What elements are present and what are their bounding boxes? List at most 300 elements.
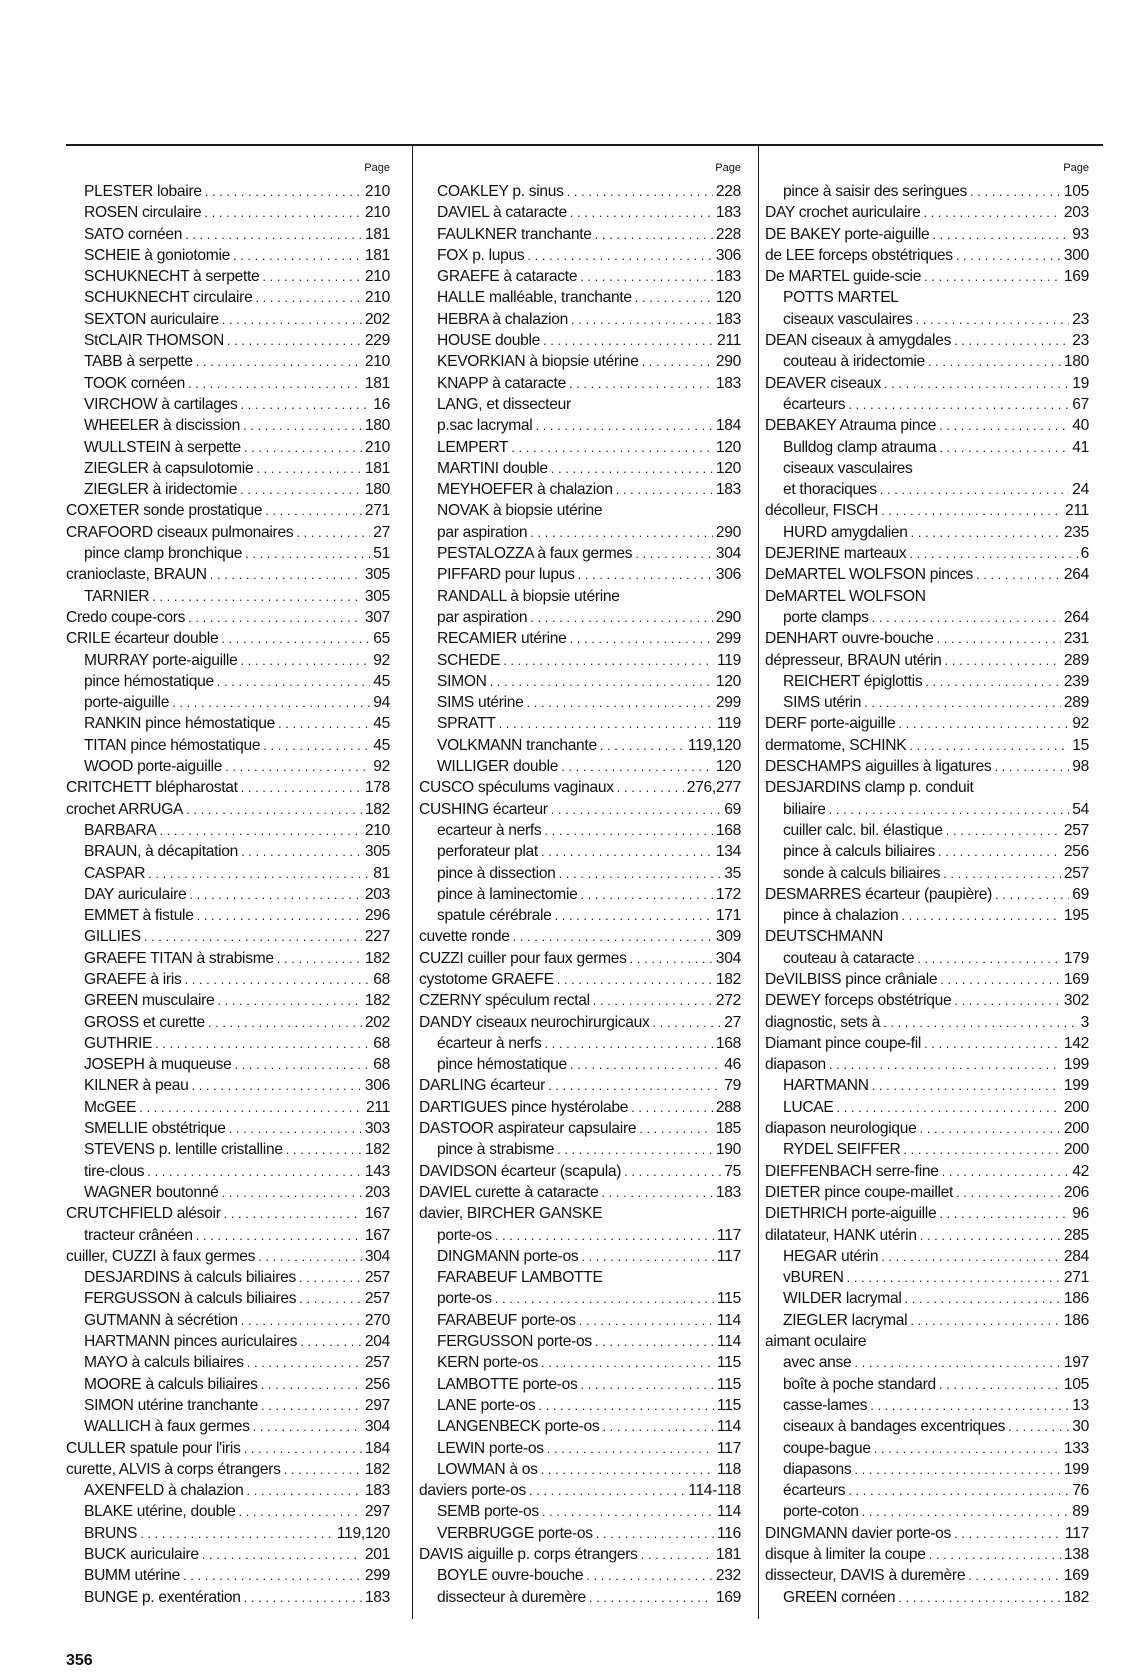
leader-dots: [937, 628, 1061, 649]
index-column-2: [412, 144, 741, 1619]
index-entry: [419, 820, 741, 841]
entry-page: 297: [364, 1503, 390, 1521]
entry-page: 306: [715, 246, 741, 264]
entry-label: dilatateur, HANK utérin: [765, 1226, 917, 1244]
leader-dots: [152, 586, 362, 607]
entry-label: DAVIDSON écarteur (scapula): [419, 1162, 622, 1180]
leader-dots: [945, 650, 1061, 671]
entry-page: 210: [364, 183, 390, 200]
leader-dots: [976, 564, 1061, 585]
index-entry: [765, 1267, 1089, 1288]
leader-dots: [513, 926, 713, 947]
entry-label: CUSCO spéculums vaginaux: [419, 779, 614, 797]
index-entry: [419, 1246, 741, 1267]
leader-dots: [837, 1097, 1061, 1118]
entry-label: CRAFOORD ciseaux pulmonaires: [66, 523, 294, 541]
entry-label: décolleur, FISCH: [765, 502, 879, 520]
entry-label: LANG, et dissecteur: [437, 395, 571, 413]
leader-dots: [197, 905, 362, 926]
entry-label: pince à laminectomie: [437, 885, 578, 903]
entry-label: DIETHRICH porte-aiguille: [765, 1205, 937, 1223]
entry-label: BRAUN, à décapitation: [84, 843, 239, 861]
leader-dots: [241, 1310, 362, 1331]
entry-page: 183: [715, 481, 741, 499]
index-entry: [66, 799, 390, 820]
index-entry: [419, 543, 741, 564]
entry-page: 68: [373, 970, 390, 988]
entry-page: 180: [1063, 353, 1089, 371]
leader-dots: [954, 330, 1069, 351]
entry-page: 271: [364, 502, 390, 520]
entry-label: LUCAE: [783, 1098, 834, 1116]
entry-label: SIMON: [437, 672, 487, 690]
index-entry: [66, 671, 390, 692]
entry-label: CRUTCHFIELD alésoir: [66, 1205, 221, 1223]
entry-label: DAVIS aiguille p. corps étrangers: [419, 1546, 638, 1563]
index-entry: [765, 181, 1089, 202]
entry-page: 227: [364, 928, 390, 946]
leader-dots: [848, 394, 1069, 415]
leader-dots: [196, 1225, 362, 1246]
index-entry: [419, 756, 741, 777]
entry-label: pince à calculs biliaires: [783, 843, 935, 861]
index-entry: [419, 1203, 741, 1224]
entry-label: pince hémostatique: [84, 672, 214, 690]
entry-page: 105: [1063, 1375, 1089, 1393]
index-entry: [66, 1033, 390, 1054]
entry-page: 257: [1063, 864, 1089, 882]
entry-label: CRILE écarteur double: [66, 630, 219, 648]
entry-page: 45: [373, 736, 390, 754]
entry-label: LANGENBECK porte-os: [437, 1418, 600, 1436]
entry-page: 23: [1072, 310, 1089, 328]
entry-label: MOORE à calculs biliaires: [84, 1375, 258, 1393]
leader-dots: [147, 1161, 362, 1182]
leader-dots: [188, 607, 362, 628]
index-entry: [66, 1416, 390, 1437]
leader-dots: [243, 415, 362, 436]
entry-label: pince à strabisme: [437, 1141, 555, 1159]
entry-label: BARBARA: [84, 821, 157, 839]
index-entry: [66, 479, 390, 500]
index-entry: [765, 1331, 1089, 1352]
entry-page: 195: [1063, 907, 1089, 925]
index-entry: [765, 990, 1089, 1011]
entry-label: TOOK cornéen: [84, 374, 185, 392]
entry-label: SIMON utérine tranchante: [84, 1396, 258, 1414]
leader-dots: [155, 1033, 370, 1054]
entry-label: GRAEFE TITAN à strabisme: [84, 949, 274, 967]
entry-page: 303: [364, 1120, 390, 1138]
entry-label: DEUTSCHMANN: [765, 928, 883, 946]
index-entry: [66, 309, 390, 330]
entry-label: DIEFFENBACH serre-fine: [765, 1162, 939, 1180]
entry-label: DARTIGUES pince hystérolabe: [419, 1098, 629, 1116]
index-entry: [66, 1203, 390, 1224]
leader-dots: [630, 948, 713, 969]
entry-page: 120: [715, 438, 741, 456]
leader-dots: [262, 266, 361, 287]
entry-page: 119: [717, 715, 741, 733]
entry-label: Bulldog clamp atrauma: [783, 438, 937, 456]
index-entry: [765, 202, 1089, 223]
index-entry: [765, 905, 1089, 926]
entry-label: DAVIEL à cataracte: [437, 204, 567, 222]
page-column-header: Page: [1063, 162, 1089, 174]
entry-label: diapason neurologique: [765, 1120, 917, 1138]
index-entry: [66, 1161, 390, 1182]
entry-page: 210: [364, 821, 390, 839]
entry-label: COAKLEY p. sinus: [437, 183, 564, 200]
leader-dots: [240, 650, 370, 671]
entry-page: 92: [373, 758, 390, 776]
entry-page: 202: [364, 310, 390, 328]
index-entry: [419, 224, 741, 245]
entry-page: 182: [364, 800, 390, 818]
leader-dots: [299, 1288, 362, 1309]
leader-dots: [541, 1352, 714, 1373]
entry-page: 257: [364, 1269, 390, 1287]
index-entry: [419, 1352, 741, 1373]
leader-dots: [909, 735, 1069, 756]
entry-label: pince à dissection: [437, 864, 556, 882]
leader-dots: [538, 1395, 714, 1416]
index-entry: [419, 437, 741, 458]
entry-label: WALLICH à faux germes: [84, 1418, 250, 1436]
index-entry: [66, 735, 390, 756]
leader-dots: [995, 884, 1069, 905]
index-entry: [419, 884, 741, 905]
entry-page: 299: [715, 694, 741, 712]
entry-label: DEWEY forceps obstétrique: [765, 992, 952, 1010]
index-entry: [419, 1374, 741, 1395]
leader-dots: [616, 479, 713, 500]
entry-page: 272: [715, 992, 741, 1010]
entry-label: écarteurs: [783, 395, 846, 413]
index-entry: [765, 1246, 1089, 1267]
leader-dots: [159, 820, 361, 841]
index-entry: [765, 650, 1089, 671]
index-entry: [66, 1267, 390, 1288]
leader-dots: [617, 777, 684, 798]
index-entry: [66, 1225, 390, 1246]
leader-dots: [956, 1182, 1061, 1203]
entry-page: 289: [1063, 694, 1089, 712]
entry-page: 183: [364, 1482, 390, 1500]
index-entry: [765, 1523, 1089, 1544]
index-entry: [66, 863, 390, 884]
entry-list: [765, 181, 1089, 1608]
entry-label: perforateur plat: [437, 843, 538, 861]
entry-label: ciseaux vasculaires: [783, 310, 913, 328]
entry-page: 211: [1065, 502, 1089, 520]
entry-page: 228: [715, 225, 741, 243]
leader-dots: [570, 202, 713, 223]
leader-dots: [925, 671, 1061, 692]
entry-page: 169: [1063, 1567, 1089, 1585]
index-entry: [66, 1587, 390, 1608]
entry-page: 182: [364, 1141, 390, 1159]
entry-label: CZERNY spéculum rectal: [419, 992, 590, 1010]
leader-dots: [261, 1395, 362, 1416]
leader-dots: [595, 224, 713, 245]
leader-dots: [527, 692, 713, 713]
index-entry: [765, 458, 1089, 479]
entry-page: 114: [717, 1503, 741, 1521]
entry-page: 184: [364, 1439, 390, 1457]
entry-page: 69: [1072, 885, 1089, 903]
entry-page: 182: [364, 949, 390, 967]
entry-label: WHEELER à discission: [84, 417, 241, 435]
index-entry: [765, 1352, 1089, 1373]
entry-label: Diamant pince coupe-fil: [765, 1034, 922, 1052]
leader-dots: [244, 437, 362, 458]
index-entry: [765, 586, 1089, 607]
leader-dots: [529, 1480, 685, 1501]
index-column-1: [66, 144, 390, 1619]
leader-dots: [263, 735, 370, 756]
index-entry: [66, 1438, 390, 1459]
entry-label: porte-aiguille: [84, 694, 170, 712]
leader-dots: [255, 287, 361, 308]
index-entry: [765, 841, 1089, 862]
entry-page: 200: [1063, 1098, 1089, 1116]
index-entry: [419, 1139, 741, 1160]
entry-label: couteau à iridectomie: [783, 353, 925, 371]
index-entry: [765, 671, 1089, 692]
entry-page: 186: [1063, 1290, 1089, 1308]
leader-dots: [202, 1544, 362, 1565]
leader-dots: [208, 1012, 362, 1033]
leader-dots: [503, 650, 714, 671]
entry-page: 23: [1072, 332, 1089, 350]
leader-dots: [245, 543, 370, 564]
index-entry: [419, 1075, 741, 1096]
entry-page: 115: [717, 1396, 741, 1414]
entry-page: 239: [1063, 672, 1089, 690]
entry-page: 203: [364, 1183, 390, 1201]
index-entry: [765, 756, 1089, 777]
index-entry: [419, 905, 741, 926]
entry-label: MURRAY porte-aiguille: [84, 651, 238, 669]
entry-label: porte-os: [437, 1290, 492, 1308]
index-entry: [66, 1288, 390, 1309]
entry-page: 169: [1063, 970, 1089, 988]
entry-label: SEXTON auriculaire: [84, 310, 219, 328]
entry-label: FARABEUF LAMBOTTE: [437, 1269, 603, 1287]
index-entry: [66, 650, 390, 671]
index-entry: [765, 437, 1089, 458]
entry-label: SEMB porte-os: [437, 1503, 539, 1521]
entry-page: 299: [364, 1567, 390, 1585]
entry-label: NOVAK à biopsie utérine: [437, 502, 603, 520]
index-entry: [765, 1203, 1089, 1224]
index-entry: [66, 1459, 390, 1480]
leader-dots: [905, 1288, 1061, 1309]
index-entry: [66, 905, 390, 926]
leader-dots: [854, 1352, 1060, 1373]
index-entry: [66, 692, 390, 713]
entry-label: PLESTER lobaire: [84, 183, 202, 200]
entry-page: 190: [715, 1141, 741, 1159]
index-entry: [419, 1587, 741, 1608]
leader-dots: [229, 1118, 362, 1139]
entry-label: RYDEL SEIFFER: [783, 1141, 901, 1159]
entry-page: 180: [364, 481, 390, 499]
index-entry: [765, 224, 1089, 245]
leader-dots: [511, 437, 713, 458]
entry-label: DeVILBISS pince crâniale: [765, 970, 938, 988]
index-entry: [66, 586, 390, 607]
entry-page: 210: [364, 289, 390, 307]
index-entry: [419, 330, 741, 351]
index-entry: [66, 500, 390, 521]
entry-page: 114: [717, 1333, 741, 1351]
entry-label: CUSHING écarteur: [419, 800, 548, 818]
entry-page: 89: [1072, 1503, 1089, 1521]
page-column-header: Page: [715, 162, 741, 174]
leader-dots: [265, 500, 362, 521]
leader-dots: [221, 628, 370, 649]
entry-label: ciseaux vasculaires: [783, 459, 913, 477]
index-entry: [66, 1246, 390, 1267]
entry-page: 119,120: [336, 1524, 390, 1542]
entry-page: 307: [364, 608, 390, 626]
leader-dots: [910, 1310, 1061, 1331]
entry-page: 117: [1065, 1524, 1089, 1542]
entry-page: 116: [717, 1524, 741, 1542]
leader-dots: [186, 799, 362, 820]
entry-page: 289: [1063, 651, 1089, 669]
entry-label: pince hémostatique: [437, 1056, 567, 1074]
index-entry: [66, 1118, 390, 1139]
entry-page: 27: [724, 1013, 741, 1031]
entry-label: ZIEGLER à capsulotomie: [84, 459, 254, 477]
index-entry: [765, 564, 1089, 585]
entry-label: DERF porte-aiguille: [765, 715, 896, 733]
index-entry: [419, 671, 741, 692]
leader-dots: [233, 245, 362, 266]
leader-dots: [247, 1480, 362, 1501]
leader-dots: [1008, 1416, 1069, 1437]
entry-label: GUTHRIE: [84, 1034, 153, 1052]
index-entry: [66, 394, 390, 415]
entry-page: 27: [373, 523, 390, 541]
entry-page: 75: [724, 1162, 741, 1180]
entry-label: dermatome, SCHINK: [765, 736, 907, 754]
leader-dots: [495, 1225, 714, 1246]
entry-page: 117: [717, 1247, 741, 1265]
index-entry: [765, 1012, 1089, 1033]
index-entry: [66, 628, 390, 649]
leader-dots: [570, 1054, 721, 1075]
leader-dots: [148, 863, 370, 884]
leader-dots: [217, 990, 361, 1011]
leader-dots: [544, 820, 712, 841]
entry-page: 180: [364, 417, 390, 435]
entry-label: KEVORKIAN à biopsie utérine: [437, 353, 639, 371]
leader-dots: [189, 884, 361, 905]
leader-dots: [555, 905, 713, 926]
index-entry: [765, 1459, 1089, 1480]
entry-page: 271: [1063, 1269, 1089, 1287]
index-entry: [419, 415, 741, 436]
entry-page: 183: [715, 268, 741, 286]
leader-dots: [570, 628, 713, 649]
entry-page: 264: [1063, 608, 1089, 626]
index-entry: [765, 245, 1089, 266]
index-entry: [419, 1480, 741, 1501]
entry-page: 304: [364, 1418, 390, 1436]
leader-dots: [569, 373, 713, 394]
leader-dots: [278, 713, 370, 734]
leader-dots: [880, 479, 1069, 500]
entry-label: couteau à cataracte: [783, 949, 915, 967]
entry-label: BUNGE p. exentération: [84, 1588, 241, 1606]
entry-label: DARLING écarteur: [419, 1077, 546, 1095]
entry-page: 114: [717, 1311, 741, 1329]
entry-page: 142: [1063, 1034, 1089, 1052]
entry-page: 181: [364, 246, 390, 264]
entry-label: curette, ALVIS à corps étrangers: [66, 1460, 281, 1478]
entry-page: 16: [373, 395, 390, 413]
leader-dots: [924, 1033, 1061, 1054]
leader-dots: [296, 522, 370, 543]
entry-label: porte-coton: [783, 1503, 859, 1521]
entry-label: RANDALL à biopsie utérine: [437, 587, 620, 605]
entry-label: SMELLIE obstétrique: [84, 1120, 226, 1138]
entry-page: 305: [364, 587, 390, 605]
index-entry: [419, 394, 741, 415]
index-entry: [765, 884, 1089, 905]
leader-dots: [184, 969, 370, 990]
entry-label: DEAVER ciseaux: [765, 374, 881, 392]
index-entry: [419, 1501, 741, 1522]
entry-label: SCHUKNECHT à serpette: [84, 268, 260, 286]
index-entry: [419, 713, 741, 734]
leader-dots: [909, 543, 1077, 564]
index-entry: [419, 650, 741, 671]
entry-label: écarteurs: [783, 1482, 846, 1500]
index-entry: [66, 1012, 390, 1033]
entry-page: 264: [1063, 566, 1089, 584]
entry-page: 183: [364, 1588, 390, 1606]
leader-dots: [881, 500, 1062, 521]
leader-dots: [191, 1075, 361, 1096]
entry-page: 79: [724, 1077, 741, 1095]
leader-dots: [884, 373, 1069, 394]
entry-page: 167: [364, 1205, 390, 1223]
entry-label: MEYHOEFER à chalazion: [437, 481, 613, 499]
index-entry: [419, 181, 741, 202]
leader-dots: [898, 713, 1069, 734]
entry-label: LEMPERT: [437, 438, 509, 456]
leader-dots: [551, 458, 713, 479]
entry-page: 304: [364, 1247, 390, 1265]
leader-dots: [227, 330, 362, 351]
leader-dots: [139, 1097, 363, 1118]
entry-label: FAULKNER tranchante: [437, 225, 592, 243]
entry-page: 203: [364, 885, 390, 903]
entry-label: COXETER sonde prostatique: [66, 502, 263, 520]
entry-page: 228: [715, 183, 741, 200]
leader-dots: [939, 415, 1069, 436]
leader-dots: [547, 1438, 714, 1459]
index-entry: [66, 841, 390, 862]
index-entry: [419, 1523, 741, 1544]
leader-dots: [946, 820, 1061, 841]
entry-page: 290: [715, 353, 741, 371]
